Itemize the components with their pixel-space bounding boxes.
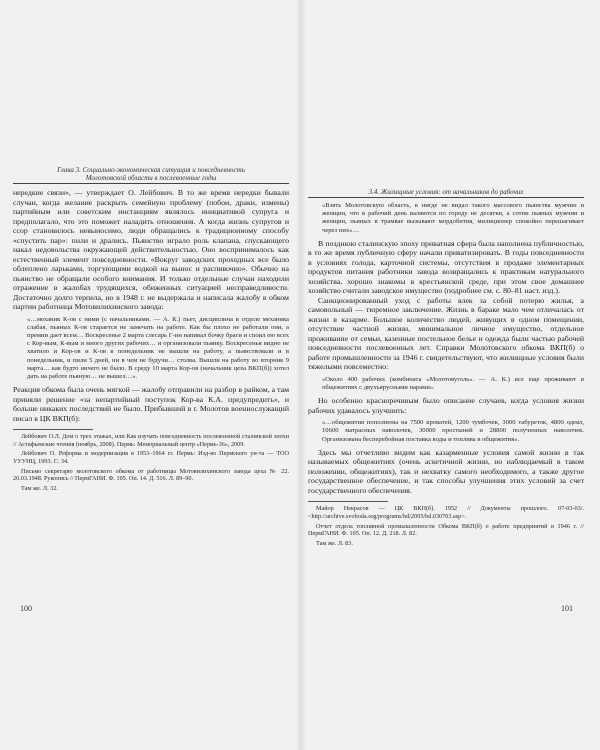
right-quote-2: «Около 400 рабочих (комбината «Молотовуголь». — А. К.) все еще проживают в общежитиях с двухъярусными нарами». xyxy=(322,375,584,392)
left-footnote-4: Там же. Л. 32. xyxy=(21,484,58,492)
left-footnote-3: Письмо секретарю молотовского обкома от работницы Мотовилихинского завода цеха № 22. 20.03.1948. Рукопись // ПермГАНИ. Ф. 105. Оп. 14. Д. 516. Л. 89–90. xyxy=(13,467,289,483)
page-number-right: 101 xyxy=(561,604,573,613)
right-footnote-1: Майор Некрасов — ЦК ВКП(б). 1952 // Документы прошлого. 07-03-03/. <http://archive.svoboda.org/programs/hd/2005/hd.030703.asp>. xyxy=(308,505,584,520)
left-paragraph-2: Реакция обкома была очень мягкой — жалобу отправили на разбор в райком, а там приняли решение «за непартийный поступок Кор-ва К.А. предупредить», и больше никаких последствий не было. Прибывший в г. Молотов военнослужащий писал в ЦК ВКП(б): xyxy=(13,385,289,423)
left-paragraph-1: нередкие связи», — утверждает О. Лейбович. В то же время нередки бывали случаи, когда желание раскрыть семейную проблему (побои, драки, измены) партийным или советским инстанциям являлось инициативой супруга и предполагало, что это поможет наладить отношения. А когда жизнь супругов и ссор становилось невыносимо, люди обращались к традиционному способу «спустить пар»: пили и дрались. Пьянство играло роль клапана, спускающего накал недовольства окружающей действительностью. Оно воспринималось как естественный элемент повседневности. «Вокруг заводских проходных все было облеплено ларьками, торгующими водкой на вынос и распивочно». Обычно на пьянство не обращали особого внимания. И только отдельные случаи находили отражение в жалобах трудящихся, обиженных ситуацией несправедливости. Достаточно долго терпела, но в 1948 г. не выдержала и написала жалобу в обком партии работница Мотовилихинского завода: xyxy=(13,188,289,311)
right-paragraph-2: Санкционированный уход с работы влек за собой потерю жилья, а самовольный — тюремное заключение. Жизнь в бараке мало чем отличалась от жизни в казарме. Большое количество людей, живущих в одном помещении, отсутствие частной жизни, минимальное личное имущество, отдельное проживание от семьи, казенные постельное белье и одежда были частью рабочей повседневности послевоенных лет. Справки Молотовского обкома ВКП(б) о работе промышленности за 1946 г. свидетельствуют, что жилищные условия были тяжелыми повсеместно: xyxy=(308,295,584,372)
footnote-rule-right xyxy=(308,501,388,502)
right-quote-3: «…общежития пополнены на 7500 кроватей, 1200 тумбочек, 3000 табуреток, 4800 одеял, 10600 матрасных наволочек, 30000 простыней и 28800 полученных наволочек. Организована бесперебойная поставка воды и топлива в общежития». xyxy=(322,419,584,443)
right-paragraph-3: Но особенно красноречивым было описание случаев, когда условия жизни рабочих удавалось улучшить: xyxy=(308,396,584,415)
running-head-left-line1: Глава 3. Социально-экономическая ситуация и повседневность xyxy=(57,166,245,174)
book-gutter xyxy=(296,0,306,750)
running-head-left-line2: Молотовской области в послевоенные годы xyxy=(13,174,289,184)
right-quote-1: «Взять Молотовскую область, в нигде не видал такого массового пьянства мужчин и женщин, что в рабочий день валяются по городу не десятки, а сотни пьяных мужчин и женщин, пьяных в трамвае вызывают мордобития, милиционер спокойно перешагивает через них»… xyxy=(322,202,584,234)
right-paragraph-4: Здесь мы отчетливо видим как казарменные условия самой жизни в так называемых общежитиях (очень аскетичной жизни, но наблюдаемый в таком положении, общежитиях), так и нехватку самого необходимого, а также другое государственное обеспечение, и так способы улучшения этих условий за счет государственного обеспечения. xyxy=(308,447,584,495)
right-page xyxy=(308,166,584,549)
page-number-left: 100 xyxy=(20,604,32,613)
running-head-right: 3.4. Жилищные условия: от начальников до рабочих xyxy=(308,188,584,198)
left-page xyxy=(13,166,289,494)
left-footnote-1: Лейбович О.Л. Дом о трех этажах, или Как изучать повседневность послевоенной сталинской эпохи // Астафьевские чтения (ноябрь, 2008). Пермь: Мемориальный центр «Пермь-36», 2009. xyxy=(13,433,289,448)
footnote-rule-left xyxy=(13,429,93,430)
left-footnote-2: Лейбович О. Реформа и модернизация в 1953–1964 гг. Пермь: Изд-во Пермского ун-та — ТОО УУУНЦ, 1993. С. 34. xyxy=(13,450,289,465)
right-footnote-3: Там же. Л. 83. xyxy=(316,539,353,547)
right-footnote-2: Отчет отдела топливной промышленности Обкома ВКП(б) о работе предприятий в 1946 г. // ПермГАНИ. Ф. 105. Оп. 12. Д. 218. Л. 82. xyxy=(308,522,584,538)
right-paragraph-1: В позднюю сталинскую эпоху приватная сфера была наполнена публичностью, в то же время публичную сферу начали приватизировать. В годы повседневности в условиях голода, карточной системы, отсутствия в продаже элементарных продуктов питания работники завода возвращались к практикам натурального хозяйства, хорошо знакомы в крестьянской среде, при этом свое домашнее хозяйство считали заводское имущество (подробнее см. с. 80–81 наст. изд.). xyxy=(308,238,584,296)
left-quote: «…механик К-ов с ними (с начальниками. — А. К.) пьет, дисциплина в отделе механика слабая, пьяных К-ов старается не замечать на работе. Как бы плохо не работали они, а премии дает всем… Воскресенье 2 марта слесарь Г-ин напивал бочку браги и споил ею всех с Кор-вым, К-вым и много других рабочих… и организовали пьянку. Воскресенья видно не хватило и Кор-ов и К-ов в понедельник не вышли на работу, а пьянствовали и в понедельник, и пили 5 дней, ни в чем не будучи… столва. Вышли на работу во вторник 9 марта… как будто ничего не было. В среду 10 марта Кор-ов (начальник цеха ВКП(б)) хотел дать на работе пьяную… не вышел…». xyxy=(27,315,289,380)
